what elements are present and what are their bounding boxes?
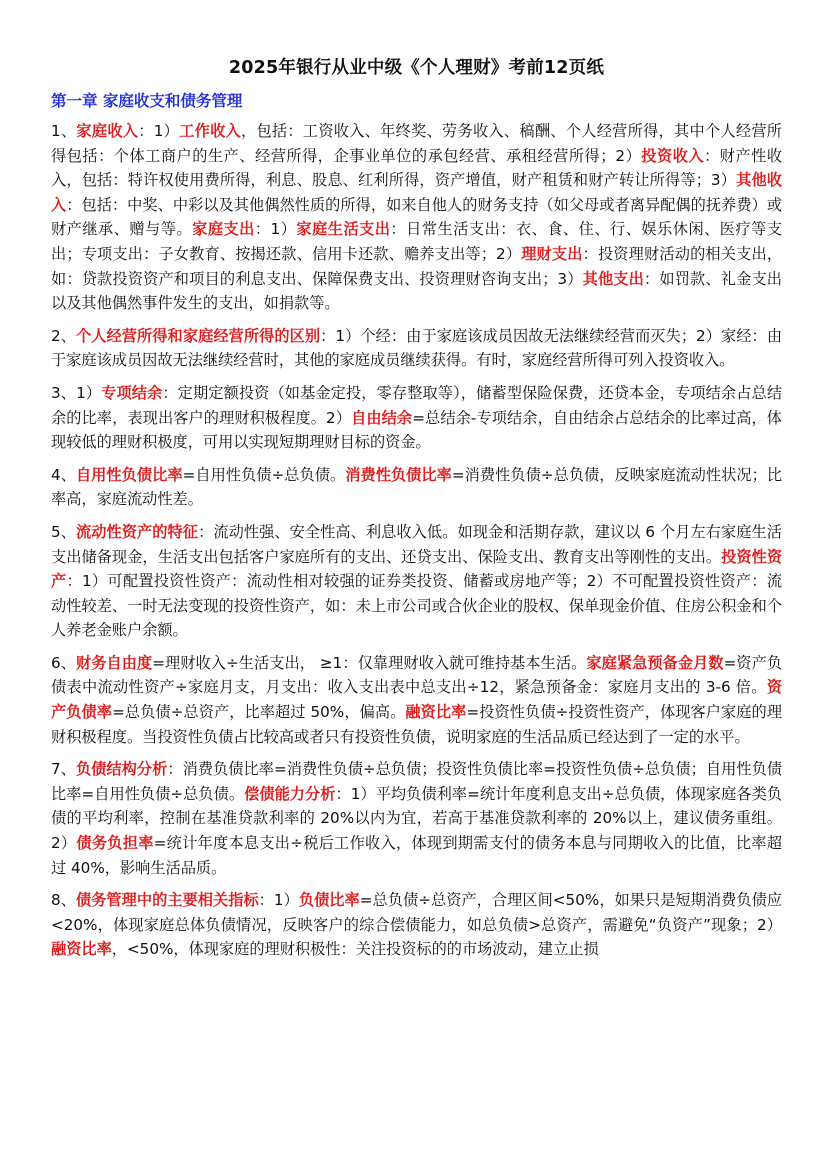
chapter-heading: 第一章 家庭收支和债务管理 (51, 92, 243, 110)
body-text: 4、 (51, 465, 76, 484)
body-text: ：如罚款、礼金支出以及其他偶然事件发生的支出，如捐款等。 (51, 269, 782, 313)
body-text: 3、1） (51, 383, 102, 402)
paragraph-6 (51, 651, 782, 749)
page-title: 2025年银行从业中级《个人理财》考前12页纸 (228, 58, 605, 78)
key-term: 财务自由度 (75, 653, 153, 672)
paragraph-2 (51, 324, 782, 373)
key-term: 工作收入 (179, 122, 241, 140)
key-term: 投资收入 (641, 146, 705, 165)
body-text: 6、 (51, 653, 76, 672)
key-term: 债务负担率 (76, 834, 154, 853)
body-text: =消费性负债÷总负债，反映家庭流动性状况；比率高，家庭流动性差。 (51, 465, 783, 509)
body-text: ：定期定额投资（如基金定投，零存整取等），储蓄型保险保费，还贷本金，专项结余占总结余的比率，表现出客户的理财积极程度。2） (51, 383, 783, 427)
key-term: 其他支出 (582, 269, 644, 288)
body-text: =投资性负债÷投资性资产，体现客户家庭的理财积极程度。当投资性负债占比较高或者只有投资性负债，说明家庭的生活品质已经达到了一定的水平。 (51, 703, 783, 746)
body-text: ：1） (258, 891, 299, 910)
body-text: =总负债÷总资产，合理区间<50%，如果只是短期消费负债应<20%，体现家庭总体负债情况，反映客户的综合偿债能力，如总负债>总资产，需避免“负资产”现象；2） (51, 891, 783, 934)
key-term: 负债结构分析 (75, 760, 168, 779)
paragraph-7 (51, 757, 782, 880)
key-term: 投资性资产 (51, 547, 783, 591)
key-term: 家庭收入 (76, 122, 139, 140)
key-term: 其他收入 (51, 171, 782, 214)
body-text: 2、 (51, 326, 76, 345)
body-text: 8、 (51, 891, 76, 910)
body-text: ，<50%，体现家庭的理财积极性：关注投资标的的市场波动，建立止损 (111, 940, 599, 959)
body-text: =理财收入÷生活支出， ≥1：仅靠理财收入就可维持基本生活。 (152, 653, 587, 672)
key-term: 家庭支出 (192, 220, 255, 239)
body-text: =总结余-专项结余，自由结余占总结余的比率过高，体现较低的理财积极度，可用以实现短期理财目标的资金。 (51, 408, 782, 452)
paragraph-5 (51, 520, 782, 643)
document-body (51, 119, 782, 962)
body-text: ：日常生活支出：衣、食、住、行、娱乐休闲、医疗等支出；专项支出：子女教育、按揭还款、信用卡还款、赡养支出等；2） (51, 220, 783, 263)
body-text: =总负债÷总资产，比率超过 50%，偏高。 (112, 703, 406, 722)
key-term: 资产负债率 (51, 678, 782, 722)
body-text: 1、 (51, 122, 77, 140)
key-term: 融资比率 (405, 703, 467, 722)
key-term: 自由结余 (351, 408, 413, 427)
body-text: =资产负债表中流动性资产÷家庭月支，月支出：收入支出表中总支出÷12，紧急预备金：家庭月支出的 3-6 倍。 (51, 653, 783, 697)
body-text: =自用性负债÷总负债。 (182, 465, 346, 484)
key-term: 流动性资产的特征 (76, 522, 199, 541)
body-text: ：1）个经：由于家庭该成员因故无法继续经营而灭失；2）家经：由于家庭该成员因故无法继续经营时，其他的家庭成员继续获得。有时，家庭经营所得可列入投资收入。 (51, 326, 783, 370)
body-text: 5、 (51, 522, 76, 541)
key-term: 自用性负债比率 (75, 465, 183, 484)
paragraph-3 (51, 381, 782, 455)
body-text: =统计年度本息支出÷税后工作收入，体现到期需支付的债务本息与同期收入的比值，比率超过 40%，影响生活品质。 (51, 834, 783, 877)
body-text: ：财产性收入，包括：特许权使用费所得，利息、股息、红利所得，资产增值，财产租赁和财产转让所得等；3） (51, 146, 783, 190)
body-text: ：1） (254, 220, 297, 239)
key-term: 家庭生活支出 (296, 220, 391, 239)
key-term: 理财支出 (521, 244, 583, 263)
body-text: ，包括：工资收入、年终奖、劳务收入、稿酬、个人经营所得，其中个人经营所得包括：个体工商户的生产、经营所得，企事业单位的承包经营、承租经营所得；2） (51, 122, 782, 165)
body-text: 7、 (51, 760, 76, 779)
body-text: ：1）可配置投资性资产：流动性相对较强的证券类投资、储蓄或房地产等；2）不可配置投资性资产：流动性较差、一时无法变现的投资性资产，如：未上市公司或合伙企业的股权、保单现金价值、住房公积金和个人养老金账户余额。 (51, 572, 783, 640)
body-text: ：投资理财活动的相关支出，如：贷款投资资产和项目的利息支出、保障保费支出、投资理财咨询支出；3） (51, 244, 783, 288)
key-term: 消费性负债比率 (345, 465, 452, 484)
key-term: 债务管理中的主要相关指标 (75, 891, 259, 910)
body-text: ：包括：中奖、中彩以及其他偶然性质的所得，如来自他人的财务支持（如父母或者离异配偶的抚养费）或财产继承、赠与等。 (51, 195, 783, 239)
key-term: 融资比率 (51, 940, 112, 959)
body-text: ：消费负债比率=消费性负债÷总负债；投资性负债比率=投资性负债÷总负债；自用性负债比率=自用性负债÷总负债。 (51, 760, 783, 803)
paragraph-4 (51, 463, 782, 512)
paragraph-8 (51, 888, 782, 962)
key-term: 负债比率 (298, 891, 360, 910)
key-term: 专项结余 (101, 383, 163, 402)
key-term: 个人经营所得和家庭经营所得的区别 (76, 326, 321, 345)
paragraph-1 (51, 119, 782, 316)
body-text: ：流动性强、安全性高、利息收入低。如现金和活期存款，建议以 6 个月左右家庭生活支出储备现金，生活支出包括客户家庭所有的支出、还贷支出、保险支出、教育支出等刚性的支出。 (51, 522, 782, 566)
key-term: 偿债能力分析 (244, 784, 336, 803)
key-term: 家庭紧急预备金月数 (586, 653, 724, 672)
body-text: ：1） (138, 122, 180, 140)
body-text: ：1）平均负债利率=统计年度利息支出÷总负债，体现家庭各类负债的平均利率，控制在基准贷款利率的 20%以内为宜，若高于基准贷款利率的 20%以上，建议债务重组。2） (51, 784, 783, 853)
